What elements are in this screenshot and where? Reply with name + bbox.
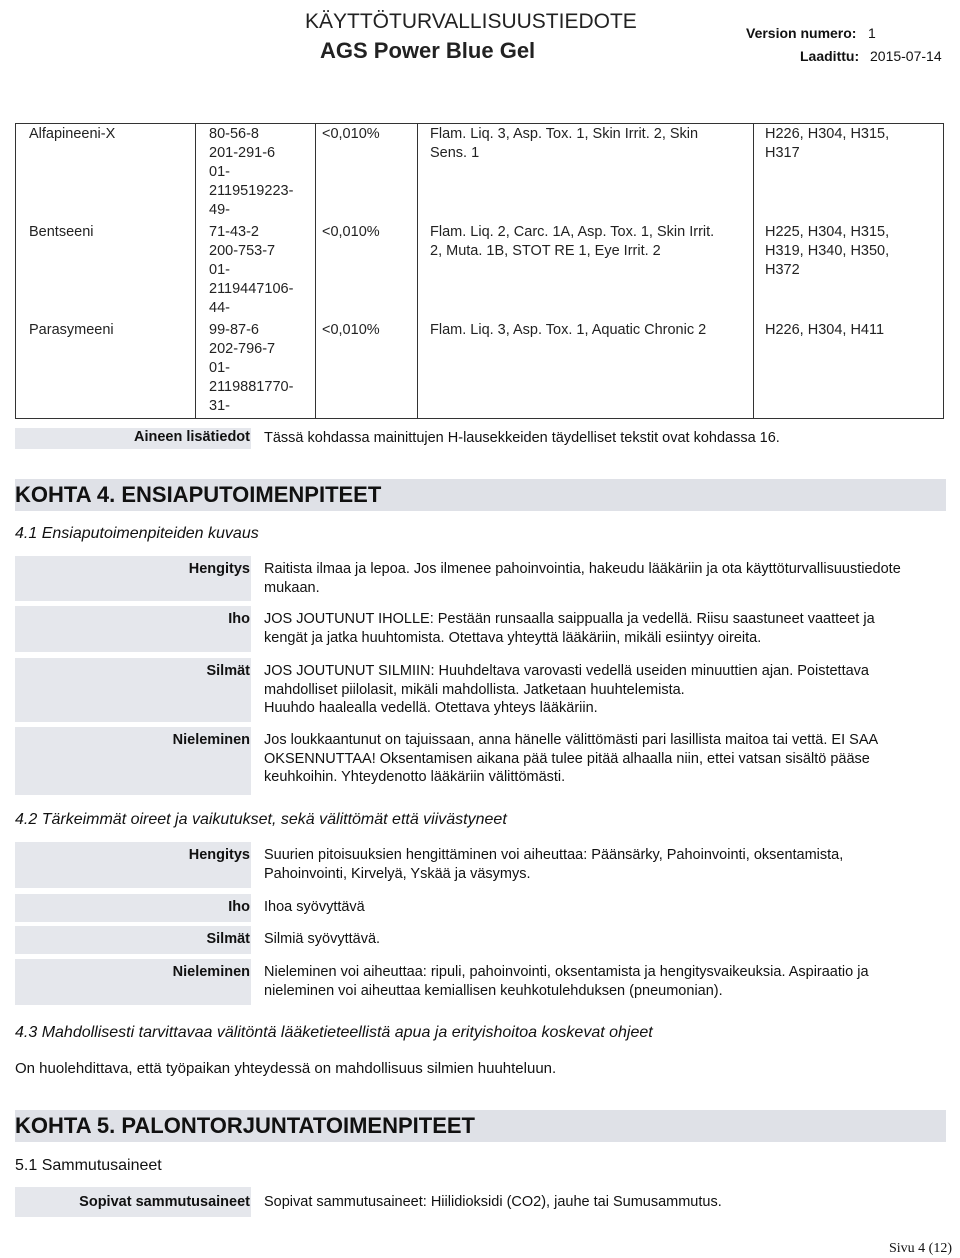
value-line: mahdolliset piilolasit, mikäli mahdollista. Jatketaan huuhtelemista.	[264, 681, 685, 698]
value-line: mukaan.	[264, 579, 320, 596]
row-value	[264, 898, 954, 917]
ingredient-identifiers	[196, 222, 316, 320]
identifier-line: 31-	[209, 398, 230, 414]
row-label: Hengitys	[15, 842, 251, 888]
identifier-line: 01-	[209, 164, 230, 180]
row-label: Silmät	[15, 926, 251, 954]
value-line: nieleminen voi aiheuttaa kemiallisen keuhkotulehduksen (pneumonian).	[264, 982, 723, 999]
identifier-line: 71-43-2	[209, 224, 259, 240]
classification-line: 2, Muta. 1B, STOT RE 1, Eye Irrit. 2	[430, 243, 661, 259]
value-line: Raitista ilmaa ja lepoa. Jos ilmenee pahoinvointia, hakeudu lääkäriin ja ota käyttöturvallisuustiedote	[264, 561, 901, 577]
value-line: Huuhdo haalealla vedellä. Otettava yhteys lääkäriin.	[264, 700, 598, 716]
row-value	[264, 963, 954, 1000]
ingredient-name: Alfapineeni-X	[16, 124, 196, 223]
hazard-line: H317	[765, 145, 800, 161]
row-label: Iho	[15, 606, 251, 652]
identifier-line: 01-	[209, 360, 230, 376]
identifier-line: 80-56-8	[209, 126, 259, 142]
identifier-line: 99-87-6	[209, 322, 259, 338]
value-line: Suurien pitoisuuksien hengittäminen voi aiheuttaa: Päänsärky, Pahoinvointi, oksentamista,	[264, 847, 844, 863]
identifier-line: 200-753-7	[209, 243, 276, 259]
row-value	[264, 731, 954, 787]
row-value	[264, 846, 954, 883]
row-label: Hengitys	[15, 556, 251, 601]
ingredient-concentration: <0,010%	[316, 222, 418, 320]
row-value	[264, 610, 954, 647]
page-number: Sivu 4 (12)	[889, 1241, 952, 1256]
subheading-4-1: 4.1 Ensiaputoimenpiteiden kuvaus	[15, 525, 259, 542]
product-name: AGS Power Blue Gel	[320, 38, 536, 63]
ingredient-row	[16, 320, 944, 419]
ingredient-name: Bentseeni	[16, 222, 196, 320]
classification-line: Flam. Liq. 2, Carc. 1A, Asp. Tox. 1, Skin Irrit.	[430, 224, 715, 240]
date-value: 2015-07-14	[870, 48, 942, 64]
version-value: 1	[868, 25, 876, 41]
extra-info-value: Tässä kohdassa mainittujen H-lausekkeiden täydelliset tekstit ovat kohdassa 16.	[264, 430, 780, 446]
ingredient-hazard-statements	[754, 222, 944, 320]
identifier-line: 2119447106-	[209, 281, 294, 297]
ingredient-hazard-statements	[754, 320, 944, 419]
row-value	[264, 662, 954, 718]
hazard-line: H226, H304, H315,	[765, 126, 890, 142]
identifier-line: 2119519223-	[209, 183, 294, 199]
ingredient-name: Parasymeeni	[16, 320, 196, 419]
date-label: Laadittu:	[800, 48, 860, 64]
value-line: Jos loukkaantunut on tajuissaan, anna hänelle välittömästi pari lasillista maitoa tai vettä. EI SAA	[264, 732, 879, 748]
value-line: kengät ja jatka huuhtomista. Otettava yhteyttä lääkäriin, mikäli esiintyy oireita.	[264, 629, 762, 646]
ingredient-hazard-statements	[754, 124, 944, 223]
extra-info-label: Aineen lisätiedot	[15, 428, 251, 449]
row-label: Silmät	[15, 658, 251, 722]
hazard-line: H372	[765, 262, 800, 278]
version-label: Version numero:	[746, 25, 857, 41]
value-line: JOS JOUTUNUT IHOLLE: Pestään runsaalla saippualla ja vedellä. Riisu saastuneet vaatteet ja	[264, 611, 875, 627]
extinguishing-media-value: Sopivat sammutusaineet: Hiilidioksidi (CO2), jauhe tai Sumusammutus.	[264, 1194, 722, 1210]
ingredient-classification	[418, 124, 754, 223]
classification-line: Flam. Liq. 3, Asp. Tox. 1, Skin Irrit. 2, Skin	[430, 126, 699, 142]
hazard-line: H225, H304, H315,	[765, 224, 890, 240]
extinguishing-media-label: Sopivat sammutusaineet	[15, 1187, 251, 1217]
identifier-line: 201-291-6	[209, 145, 276, 161]
ingredient-concentration: <0,010%	[316, 124, 418, 223]
value-line: keuhkoihin. Yhteydenotto lääkäriin välittömästi.	[264, 769, 566, 785]
identifier-line: 01-	[209, 262, 230, 278]
subheading-5-1: 5.1 Sammutusaineet	[15, 1157, 162, 1174]
hazard-line: H226, H304, H411	[765, 322, 885, 338]
value-line: OKSENNUTTAA! Oksentamisen aikana pää tulee pitää alhaalla niin, ettei vatsan sisältö pääse	[264, 750, 870, 767]
row-value	[264, 560, 954, 597]
ingredient-identifiers	[196, 320, 316, 419]
ingredients-table	[15, 123, 944, 419]
subheading-4-3: 4.3 Mahdollisesti tarvittavaa välitöntä lääketieteellistä apua ja erityishoitoa koskevat ohjeet	[15, 1024, 653, 1041]
hazard-line: H319, H340, H350,	[765, 243, 890, 259]
ingredient-row	[16, 124, 944, 223]
row-label: Nieleminen	[15, 727, 251, 795]
value-line: Silmiä syövyttävä.	[264, 931, 381, 947]
classification-line: Sens. 1	[430, 145, 480, 161]
row-label: Nieleminen	[15, 959, 251, 1005]
ingredient-row	[16, 222, 944, 320]
classification-line: Flam. Liq. 3, Asp. Tox. 1, Aquatic Chronic 2	[430, 322, 707, 338]
ingredient-concentration: <0,010%	[316, 320, 418, 419]
row-value	[264, 930, 954, 949]
identifier-line: 49-	[209, 202, 230, 218]
value-line: JOS JOUTUNUT SILMIIN: Huuhdeltava varovasti vedellä useiden minuuttien ajan. Poistettava	[264, 663, 869, 679]
section-4-heading: KOHTA 4. ENSIAPUTOIMENPITEET	[15, 479, 946, 511]
identifier-line: 44-	[209, 300, 230, 316]
ingredient-classification	[418, 222, 754, 320]
identifier-line: 2119881770-	[209, 379, 294, 395]
ingredient-classification	[418, 320, 754, 419]
ingredient-identifiers	[196, 124, 316, 223]
document-title: KÄYTTÖTURVALLISUUSTIEDOTE	[305, 10, 637, 33]
row-label: Iho	[15, 894, 251, 922]
value-line: Ihoa syövyttävä	[264, 899, 365, 915]
identifier-line: 202-796-7	[209, 341, 276, 357]
section-5-heading: KOHTA 5. PALONTORJUNTATOIMENPITEET	[15, 1110, 946, 1142]
subheading-4-2: 4.2 Tärkeimmät oireet ja vaikutukset, sekä välittömät että viivästyneet	[15, 811, 507, 828]
value-line: Nieleminen voi aiheuttaa: ripuli, pahoinvointi, oksentamista ja hengitysvaikeuksia. Aspiraatio ja	[264, 964, 869, 980]
medical-note: On huolehdittava, että työpaikan yhteydessä on mahdollisuus silmien huuhteluun.	[15, 1060, 557, 1077]
value-line: Pahoinvointi, Kirvelyä, Yskää ja väsymys.	[264, 865, 531, 882]
